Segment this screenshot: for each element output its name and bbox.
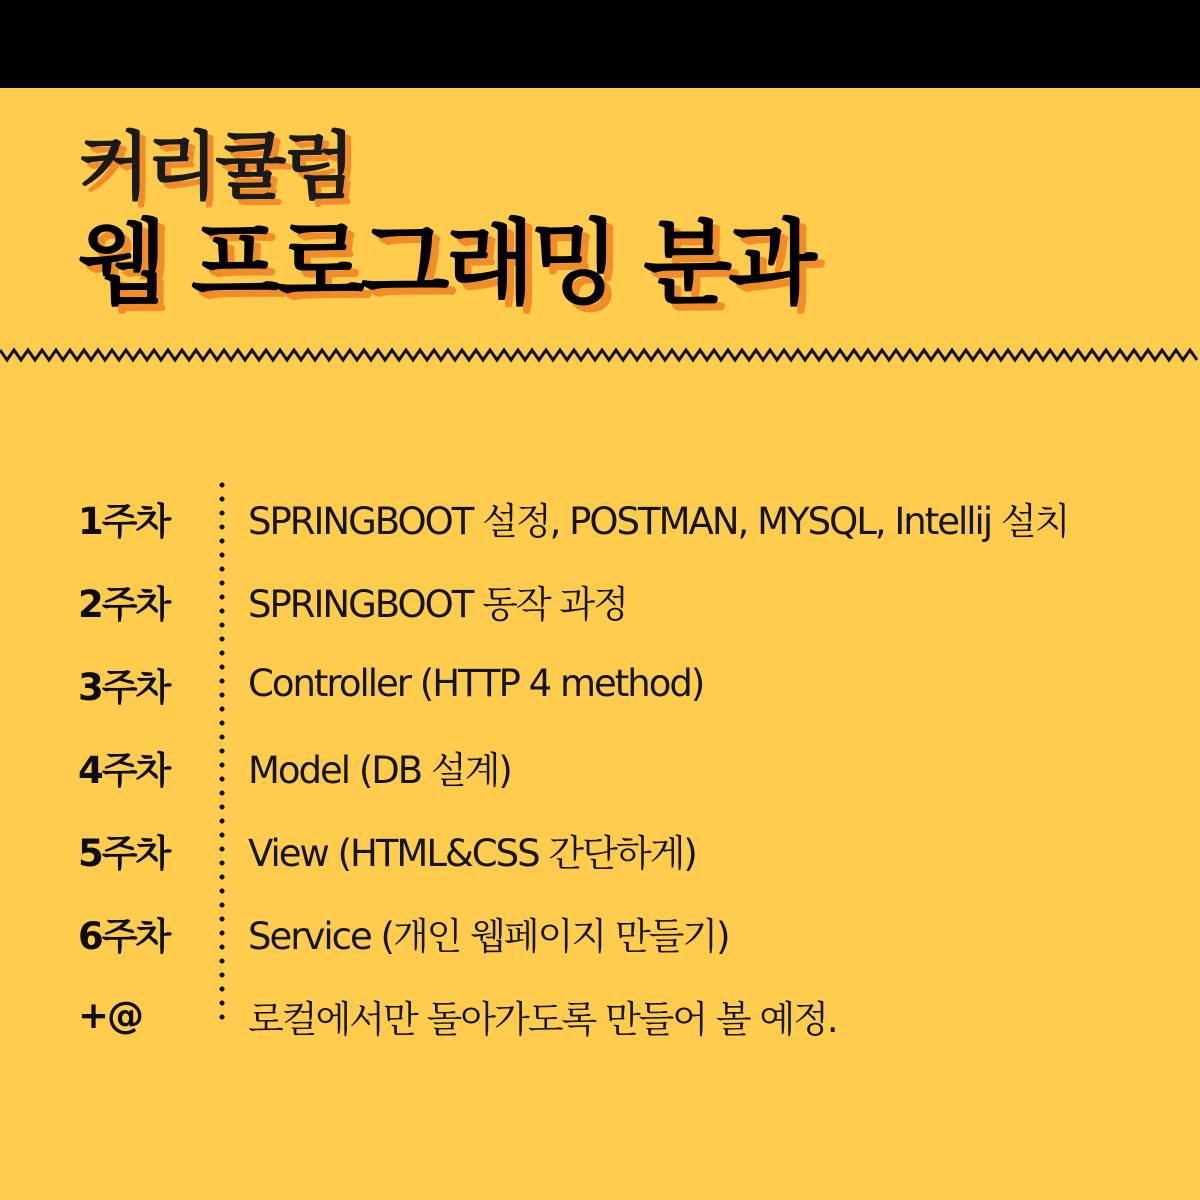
list-item bbox=[78, 808, 1168, 891]
list-item bbox=[78, 725, 1168, 808]
week-label: 5주차 bbox=[78, 831, 170, 875]
week-topic: SPRINGBOOT 설정, POSTMAN, MYSQL, Intellij 설치 bbox=[248, 499, 1069, 543]
week-topic: Service (개인 웹페이지 만들기) bbox=[248, 914, 729, 958]
week-topic: Controller (HTTP 4 method) bbox=[248, 662, 704, 705]
week-label: 2주차 bbox=[78, 582, 170, 626]
week-label: 3주차 bbox=[78, 665, 170, 709]
zigzag-divider bbox=[0, 346, 1200, 366]
week-label: 1주차 bbox=[78, 499, 170, 543]
week-topic: 로컬에서만 돌아가도록 만들어 볼 예정. bbox=[248, 997, 837, 1041]
title-block bbox=[78, 124, 814, 317]
week-label: 6주차 bbox=[78, 914, 170, 958]
page-title: 웹 프로그래밍 분과 bbox=[78, 210, 814, 317]
curriculum-list bbox=[78, 476, 1168, 1057]
week-topic: Model (DB 설계) bbox=[248, 748, 511, 792]
week-topic: View (HTML&CSS 간단하게) bbox=[248, 831, 696, 875]
subtitle: 커리큘럼 bbox=[78, 124, 352, 210]
list-item bbox=[78, 642, 1168, 725]
week-label: 4주차 bbox=[78, 748, 170, 792]
list-item bbox=[78, 974, 1168, 1057]
list-item bbox=[78, 891, 1168, 974]
top-black-bar bbox=[0, 0, 1200, 88]
list-item bbox=[78, 559, 1168, 642]
week-label: +@ bbox=[78, 994, 143, 1037]
list-item bbox=[78, 476, 1168, 559]
week-topic: SPRINGBOOT 동작 과정 bbox=[248, 582, 627, 626]
